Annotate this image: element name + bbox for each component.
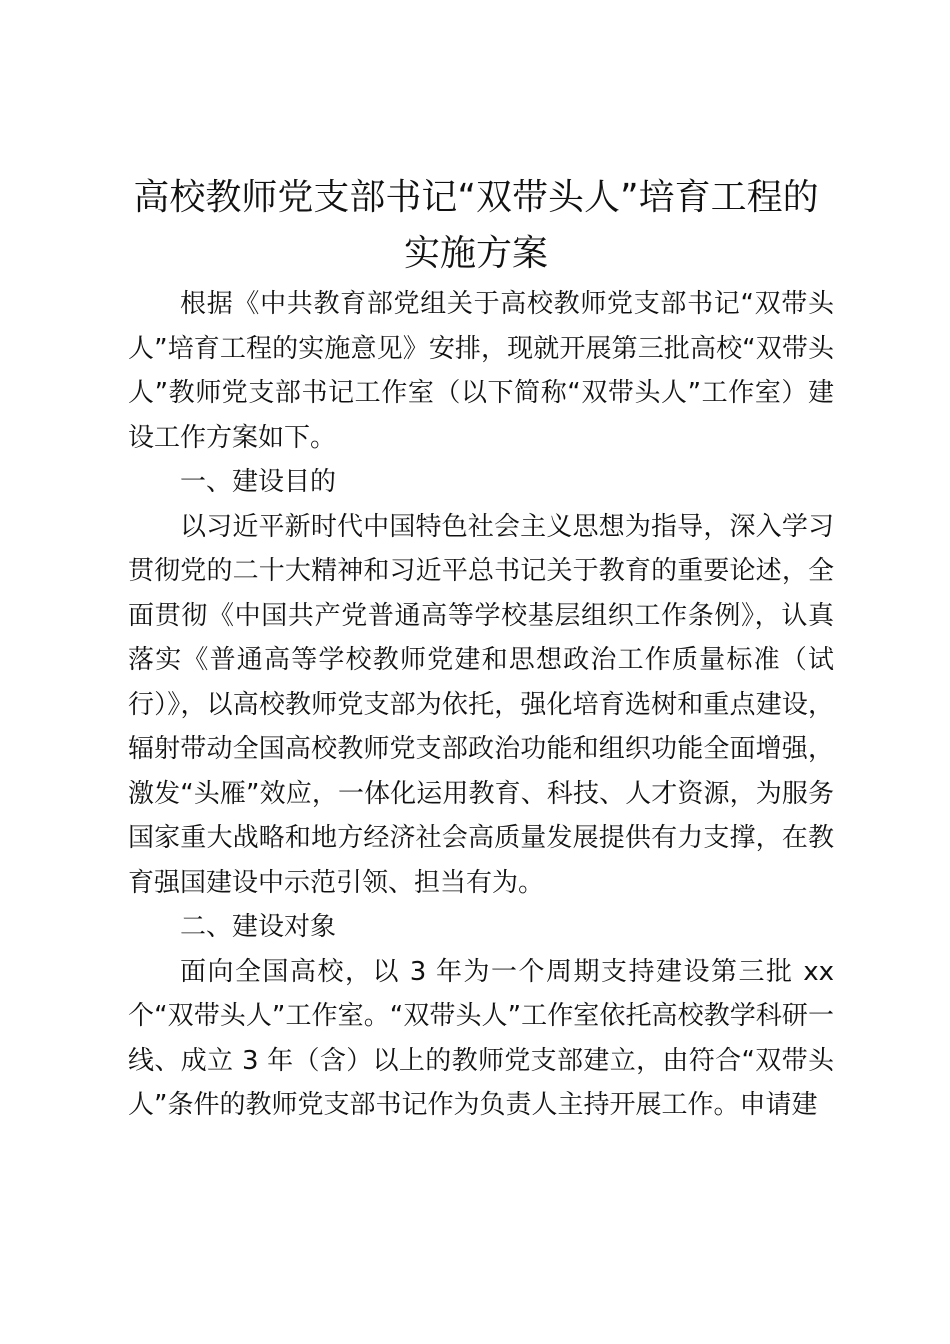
intro-paragraph: 根据《中共教育部党组关于高校教师党支部书记“双带头人”培育工程的实施意见》安排，现就开展第三批高校“双带头人”教师党支部书记工作室（以下简称“双带头人”工作室）建设工作方案如下。	[128, 289, 834, 453]
document-body	[128, 282, 834, 1128]
section-heading-purpose: 一、建设目的	[180, 467, 337, 497]
section-body-target: 面向全国高校，以 3 年为一个周期支持建设第三批 xx 个“双带头人”工作室。“双带头人”工作室依托高校教学科研一线、成立 3 年（含）以上的教师党支部建立，由符合“双带头人”条件的教师党支部书记作为负责人主持开展工作。申请建	[128, 956, 834, 1120]
section-heading-target: 二、建设对象	[180, 912, 337, 942]
section-body-purpose: 以习近平新时代中国特色社会主义思想为指导，深入学习贯彻党的二十大精神和习近平总书记关于教育的重要论述，全面贯彻《中国共产党普通高等学校基层组织工作条例》，认真落实《普通高等学校教师党建和思想政治工作质量标准（试行）》，以高校教师党支部为依托，强化培育选树和重点建设，辐射带动全国高校教师党支部政治功能和组织功能全面增强，激发“头雁”效应，一体化运用教育、科技、人才资源，为服务国家重大战略和地方经济社会高质量发展提供有力支撑，在教育强国建设中示范引领、担当有为。	[128, 511, 834, 898]
document-title: 高校教师党支部书记“双带头人”培育工程的实施方案	[133, 177, 819, 274]
